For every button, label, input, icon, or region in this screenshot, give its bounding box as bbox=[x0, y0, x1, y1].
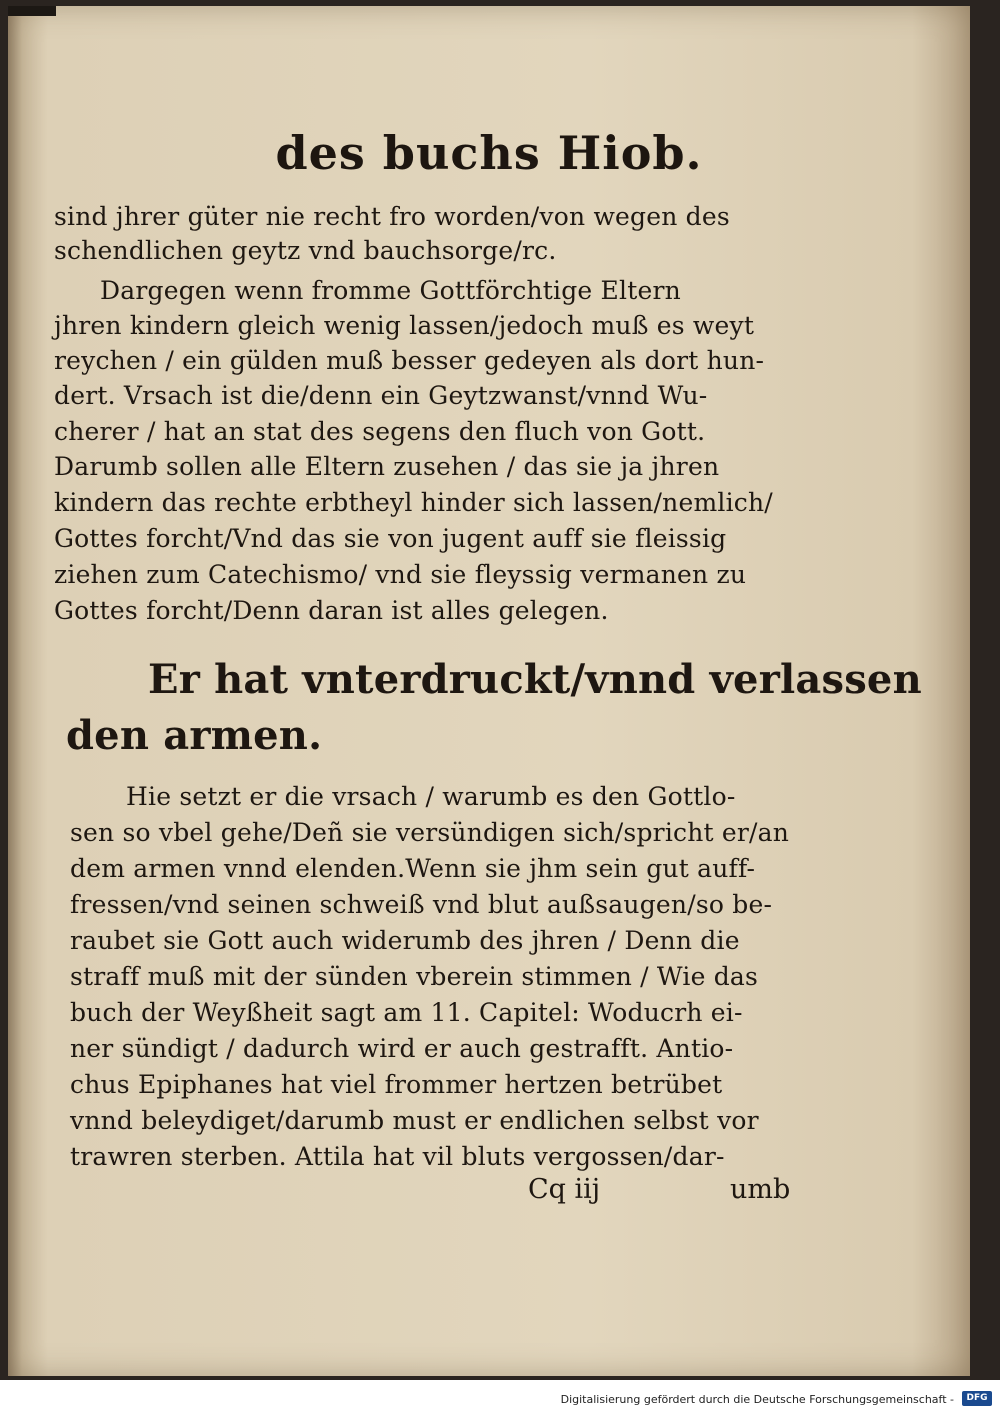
section-heading: Er hat vnterdruckt/vnnd verlassen bbox=[148, 656, 922, 703]
funding-credit: Digitalisierung gefördert durch die Deutsche Forschungsgemeinschaft - bbox=[560, 1393, 954, 1406]
text-line: chus Epiphanes hat viel frommer hertzen betrübet bbox=[70, 1070, 723, 1099]
text-line: jhren kindern gleich wenig lassen/jedoch muß es weyt bbox=[54, 311, 755, 340]
text-line: ner sündigt / dadurch wird er auch gestrafft. Antio- bbox=[70, 1034, 734, 1063]
text-line: reychen / ein gülden muß besser gedeyen als dort hun- bbox=[54, 346, 765, 375]
book-page bbox=[8, 6, 970, 1376]
text-line: Darumb sollen alle Eltern zusehen / das sie ja jhren bbox=[54, 452, 720, 481]
text-line: buch der Weyßheit sagt am 11. Capitel: Woducrh ei- bbox=[70, 998, 743, 1027]
text-line: fressen/vnd seinen schweiß vnd blut außsaugen/so be- bbox=[70, 890, 773, 919]
text-line: Hie setzt er die vrsach / warumb es den Gottlo- bbox=[126, 782, 736, 811]
text-line: Dargegen wenn fromme Gottförchtige Eltern bbox=[100, 276, 681, 305]
text-line: dert. Vrsach ist die/denn ein Geytzwanst/vnnd Wu- bbox=[54, 381, 708, 410]
running-head: des buchs Hiob. bbox=[275, 126, 703, 180]
text-line: Gottes forcht/Denn daran ist alles gelegen. bbox=[54, 596, 609, 625]
text-line: vnnd beleydiget/darumb must er endlichen selbst vor bbox=[70, 1106, 759, 1135]
text-line: raubet sie Gott auch widerumb des jhren / Denn die bbox=[70, 926, 740, 955]
scan-corner-mark bbox=[8, 6, 56, 16]
catchword: umb bbox=[730, 1174, 791, 1205]
text-line: dem armen vnnd elenden.Wenn sie jhm sein gut auff- bbox=[70, 854, 756, 883]
text-line: schendlichen geytz vnd bauchsorge/rc. bbox=[54, 236, 557, 265]
text-line: cherer / hat an stat des segens den fluch von Gott. bbox=[54, 417, 706, 446]
text-line: ziehen zum Catechismo/ vnd sie fleyssig vermanen zu bbox=[54, 560, 747, 589]
text-line: straff muß mit der sünden vberein stimmen / Wie das bbox=[70, 962, 759, 991]
text-line: Gottes forcht/Vnd das sie von jugent auff sie fleissig bbox=[54, 524, 727, 553]
signature-mark: Cq iij bbox=[528, 1174, 601, 1205]
dfg-logo: DFG bbox=[962, 1391, 992, 1406]
text-line: kindern das rechte erbtheyl hinder sich lassen/nemlich/ bbox=[54, 488, 773, 517]
section-heading: den armen. bbox=[66, 712, 323, 759]
text-line: sind jhrer güter nie recht fro worden/von wegen des bbox=[54, 202, 730, 231]
text-line: sen so vbel gehe/Deñ sie versündigen sich/spricht er/an bbox=[70, 818, 790, 847]
text-line: trawren sterben. Attila hat vil bluts vergossen/dar- bbox=[70, 1142, 725, 1171]
